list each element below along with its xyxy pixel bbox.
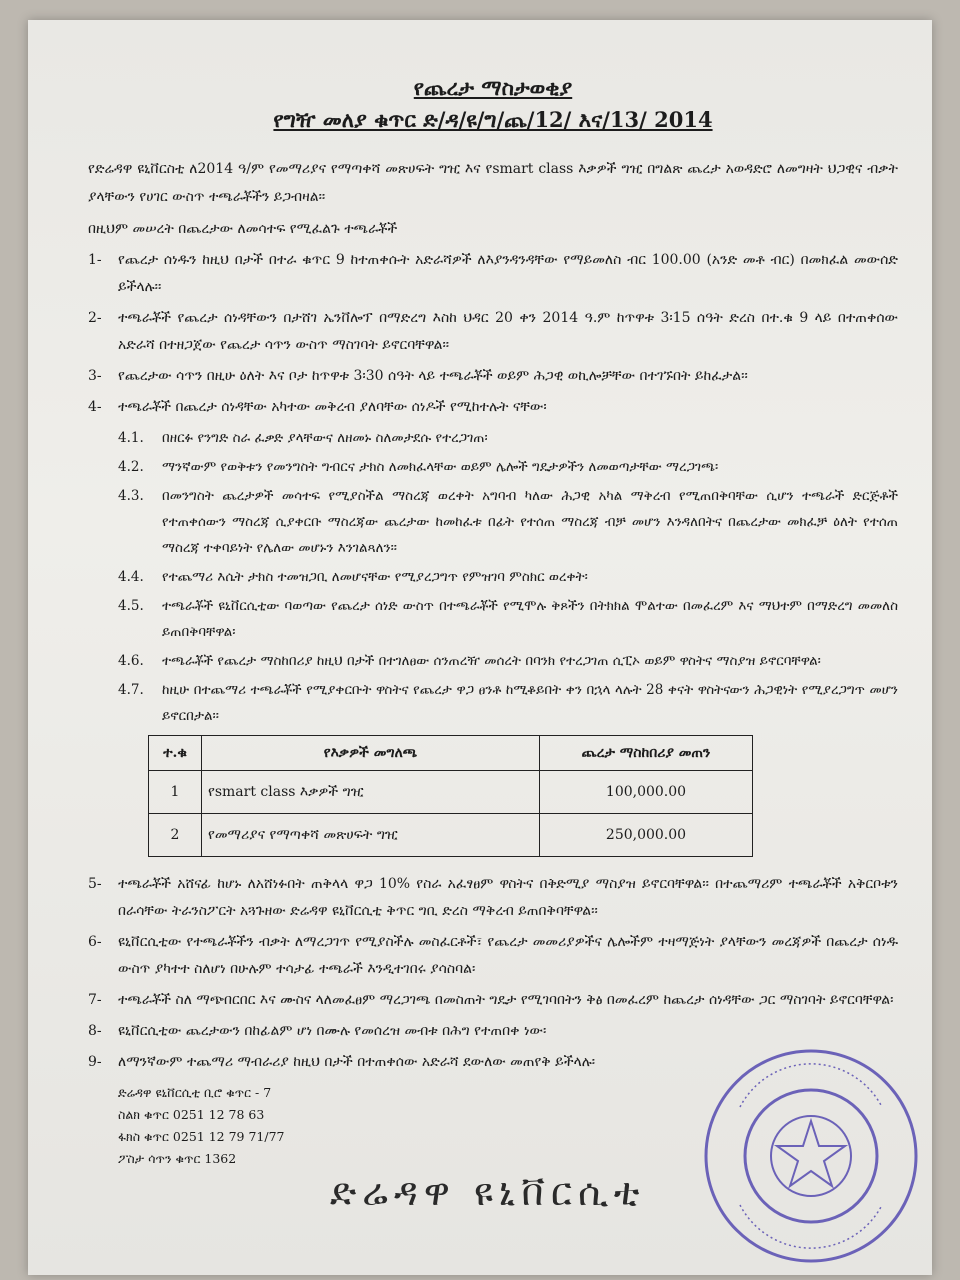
list-item: [88, 871, 898, 925]
row-number: 1: [149, 771, 202, 814]
row-description: የsmart class እቃዎች ግዢ: [202, 771, 540, 814]
sub-item-text: ከዚሁ በተጨማሪ ተጫራቾች የሚያቀርቡት ዋስትና የጨረታ ዋጋ ፀንቶ ከሚቆይበት ቀን በኋላ ላሉት 28 ቀናት ዋስትናውን ሕጋዊነት የሚያረጋግጥ መሆን ይኖርበታል፡፡: [162, 682, 898, 724]
list-item: [88, 363, 898, 390]
sub-list-item: [118, 425, 898, 451]
sub-item-text: በመንግስት ጨረታዎች መሳተፍ የሚያስችል ማስረጃ ወረቀት አግባብ ካለው ሕጋዊ አካል ማቅረብ የሚጠበቅባቸው ሲሆን ተጫራች ድርጅቶች የተጠቀሰውን ማስረጃ ሲያቀርቡ ማስረጃው ጨረታው ከመከፈቱ በፊት የተሰጠ ማስረጃ ብቻ መሆን እንዳለበትና በጨረታው መክፈቻ ዕለት የተሰጠ ማስረጃ ተቀባይነት የሌለው መሆኑን እንገልጻለን፡፡: [162, 488, 898, 556]
item-text: የጨረታው ሳጥን በዚሁ ዕለት እና ቦታ ከጥዋቱ 3፡30 ሰዓት ላይ ተጫራቾች ወይም ሕጋዊ ወኪሎቻቸው በተገኙበት ይከፈታል፡፡: [118, 368, 748, 384]
item-text: ተጫራቾች የጨረታ ሰነዳቸውን በታሸገ ኤንቨሎፕ በማድረግ እስከ ህዳር 20 ቀን 2014 ዓ.ም ከጥዋቱ 3፡15 ሰዓት ድረስ በተ.ቁ 9 ላይ በተጠቀሰው አድራሻ በተዘጋጀው የጨረታ ሳጥን ውስጥ ማስገባት ይኖርባቸዋል፡፡: [118, 310, 898, 353]
sub-list-item: [118, 564, 898, 590]
fax-number: ፋክስ ቁጥር 0251 12 79 71/77: [118, 1129, 285, 1144]
sub-item-number: 4.5.: [118, 598, 144, 614]
sub-item-text: በዘርፉ የንግድ ስራ ፈቃድ ያላቸውና ለዘመኑ ስለመታደሱ የተረጋገጠ፡: [162, 430, 488, 446]
office-number: ድሬዳዋ ዩኒቨርሲቲ ቢሮ ቁጥር - 7: [118, 1085, 272, 1100]
list-item: [88, 394, 898, 421]
item-text: ለማንኛውም ተጨማሪ ማብራሪያ ከዚህ በታች በተጠቀሰው አድራሻ ደውለው መጠየቅ ይችላሉ፡: [118, 1054, 596, 1070]
list-item: [88, 1018, 898, 1045]
column-header: ጨረታ ማስከበሪያ መጠን: [540, 736, 753, 771]
item-number: 5-: [88, 876, 102, 892]
item-text: ዩኒቨርሲቲው ጨረታውን በከፊልም ሆነ በሙሉ የመሰረዝ መብቱ በሕግ የተጠበቀ ነው፡: [118, 1023, 547, 1039]
notice-title: የጨረታ ማስታወቂያ: [413, 75, 573, 100]
notice-body: [88, 75, 898, 1170]
sub-item-text: የተጨማሪ እሴት ታክስ ተመዝጋቢ ለመሆናቸው የሚያረጋግጥ የምዝገባ ምስክር ወረቀት፡: [162, 569, 588, 585]
item-number: 6-: [88, 934, 102, 950]
item-text: ዩኒቨርሲቲው የተጫራቾችን ብቃት ለማረጋገጥ የሚያስችሉ መስፈርቶች፣ የጨረታ መመሪያዎችና ሌሎችም ተዛማጅነት ያላቸውን መረጃዎች በጨረታ ሰነዱ ውስጥ ያካተተ ስለሆነ በሁሉም ተሳታፊ ተጫራች እንዲተገበሩ ያሳስባል፡: [118, 934, 898, 977]
intro-paragraph: የድሬዳዋ ዩኒቨርስቲ ለ2014 ዓ/ም የመማሪያና የማጣቀሻ መጽሀፍት ግዢ እና የsmart class እቃዎች ግዢ በግልጽ ጨረታ አወዳድሮ ለመግዛት ህጋዊና ብቃት ያላቸውን የሀገር ውስጥ ተጫራቾችን ይጋብዛል፡፡: [88, 161, 898, 205]
item-number: 2-: [88, 310, 102, 326]
column-header: የእቃዎች መግለጫ: [202, 736, 540, 771]
procurement-number: የግዥ መለያ ቁጥር ድ/ዳ/ዩ/ግ/ጨ/12/ እና/13/ 2014: [273, 107, 713, 132]
bid-security-table: [148, 735, 753, 857]
item-number: 7-: [88, 992, 102, 1008]
official-stamp: [700, 1045, 922, 1267]
sub-list-item: [118, 677, 898, 729]
row-description: የመማሪያና የማጣቀሻ መጽሀፍት ግዢ: [202, 814, 540, 857]
table-header-row: [149, 736, 753, 771]
sub-item-number: 4.3.: [118, 488, 144, 504]
row-number: 2: [149, 814, 202, 857]
requirements-list: [88, 247, 898, 1170]
item-text: ተጫራቾች ስለ ማጭበርበር እና ሙስና ላለመፈፀም ማረጋገጫ በመስጠት ግዴታ የሚገባበትን ቅፅ በመፈረም ከጨረታ ሰነዳቸው ጋር ማስገባት ይኖርባቸዋል፡: [118, 992, 894, 1008]
list-item: [88, 247, 898, 301]
sub-item-text: ማንኛውም የወቅቱን የመንግስት ግብርና ታክስ ለመክፈላቸው ወይም ሌሎች ግዴታዎችን ለመወጣታቸው ማረጋገጫ፡: [162, 459, 719, 475]
sub-item-text: ተጫራቾች የጨረታ ማስከበሪያ ከዚህ በታች በተገለፀው ሰንጠረዥ መሰረት በባንክ የተረጋገጠ ሲፒኦ ወይም ዋስትና ማስያዝ ይኖርባቸዋል፡: [162, 653, 821, 669]
item-number: 3-: [88, 368, 102, 384]
sub-list-item: [118, 454, 898, 480]
sub-item-number: 4.4.: [118, 569, 144, 585]
item-number: 4-: [88, 399, 102, 415]
column-header: ተ.ቁ: [149, 736, 202, 771]
phone-number: ስልክ ቁጥር 0251 12 78 63: [118, 1107, 265, 1122]
sub-item-number: 4.7.: [118, 682, 144, 698]
sub-list-item: [118, 483, 898, 561]
table-row: [149, 771, 753, 814]
sub-list-item: [118, 648, 898, 674]
row-amount: 250,000.00: [540, 814, 753, 857]
list-item: [88, 305, 898, 359]
sub-list-item: [118, 593, 898, 645]
item-text: ተጫራቾች በጨረታ ሰነዳቸው አካተው መቅረብ ያለባቸው ሰነዶች የሚከተሉት ናቸው፡: [118, 399, 547, 415]
sub-item-number: 4.1.: [118, 430, 144, 446]
university-signature: ድሬዳዋ ዩኒቨርሲቲ: [330, 1170, 646, 1214]
table-row: [149, 814, 753, 857]
row-amount: 100,000.00: [540, 771, 753, 814]
sub-item-number: 4.2.: [118, 459, 144, 475]
po-box: ፖስታ ሳጥን ቁጥር 1362: [118, 1151, 237, 1166]
sub-item-text: ተጫራቾች ዩኒቨርሲቲው ባወጣው የጨረታ ሰነድ ውስጥ በተጫራቾች የሚሞሉ ቅጾችን በትክክል ሞልተው በመፈረም እና ማህተም በማድረግ መመለስ ይጠበቅባቸዋል፡: [162, 598, 898, 640]
list-item: [88, 987, 898, 1014]
item-number: 8-: [88, 1023, 102, 1039]
item-text: የጨረታ ሰነዱን ከዚህ በታች በተራ ቁጥር 9 ከተጠቀሱት አድራሻዎች ለእያንዳንዳቸው የማይመለስ ብር 100.00 (አንድ መቶ ብር) በመክፈል መውሰድ ይችላሉ፡፡: [118, 252, 898, 295]
item-number: 1-: [88, 252, 102, 268]
lead-paragraph: በዚህም መሠረት በጨረታው ለመሳተፍ የሚፈልጉ ተጫራቾች: [88, 221, 398, 237]
item-number: 9-: [88, 1054, 102, 1070]
list-item: [88, 929, 898, 983]
sub-item-number: 4.6.: [118, 653, 144, 669]
item-text: ተጫራቾች አሸናፊ ከሆኑ ለአሸነፉበት ጠቅላላ ዋጋ 10% የስራ አፈፃፀም ዋስትና በቅድሚያ ማስያዝ ይኖርባቸዋል፡፡ በተጨማሪም ተጫራቾች አቅርቦቱን በራሳቸው ትራንስፖርት አጓጉዘው ድሬዳዋ ዩኒቨርሲቲ ቅጥር ግቢ ድረስ ማቅረብ ይጠበቅባቸዋል፡፡: [118, 876, 898, 919]
